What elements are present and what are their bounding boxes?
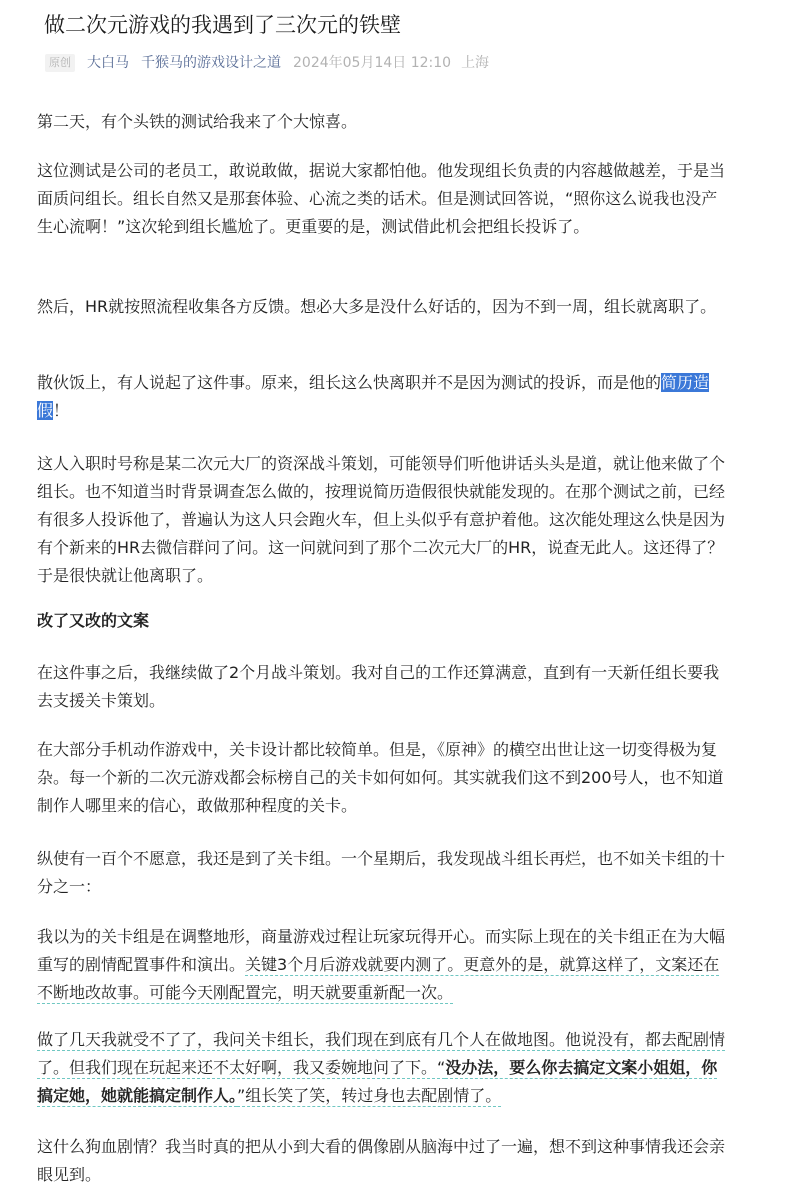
- paragraph-9-text: 我以为的关卡组是在调整地形，商量游戏过程让玩家玩得开心。而实际上现在的关卡组正在为大幅重写的剧情配置事件和演出。: [37, 927, 726, 974]
- underlined-text: 做了几天我就受不了了，我问关卡组长，我们现在到底有几个人在做地图。他说没有，都去配剧情了。但我们现在玩起来还不太好啊，我又委婉地问了下。“: [37, 1030, 726, 1077]
- publish-location: 上海: [461, 55, 490, 71]
- article-title: 做二次元游戏的我遇到了三次元的铁壁: [44, 13, 401, 37]
- paragraph-11: 这什么狗血剧情？我当时真的把从小到大看的偶像剧从脑海中过了一遍，想不到这种事情我还会亲眼见到。: [37, 1137, 726, 1184]
- paragraph-4: [37, 369, 727, 425]
- underlined-text: ”组长笑了笑，转过身也去配剧情了。: [237, 1086, 502, 1105]
- paragraph-6: 在这件事之后，我继续做了2个月战斗策划。我对自己的工作还算满意，直到有一天新任组长要我去支援关卡策划。: [37, 663, 720, 710]
- paragraph-2: 这位测试是公司的老员工，敢说敢做，据说大家都怕他。他发现组长负责的内容越做越差，于是当面质问组长。组长自然又是那套体验、心流之类的话术。但是测试回答说，“照你这么说我也没产生心流啊！”这次轮到组长尴尬了。更重要的是，测试借此机会把组长投诉了。: [37, 161, 726, 236]
- paragraph-4-end: ！: [53, 401, 70, 420]
- underlined-text: 关键3个月后游戏就要内测了。更意外的是，就算这样了，文案还在不断地改故事。可能今天刚配置完，明天就要重新配一次。: [37, 955, 720, 1002]
- author-link[interactable]: 大白马: [87, 55, 129, 71]
- selected-text-highlight[interactable]: 简历造假: [37, 373, 710, 420]
- paragraph-10: [37, 1026, 727, 1110]
- paragraph-3: 然后，HR就按照流程收集各方反馈。想必大多是没什么好话的，因为不到一周，组长就离职了。: [37, 297, 717, 316]
- paragraph-5: 这人入职时号称是某二次元大厂的资深战斗策划，可能领导们听他讲话头头是道，就让他来做了个组长。也不知道当时背景调查怎么做的，按理说简历造假很快就能发现的。在那个测试之前，已经有很多人投诉他了，普遍认为这人只会跑火车，但上头似乎有意护着他。这次能处理这么快是因为有个新来的HR去微信群问了问。这一问就问到了那个二次元大厂的HR，说查无此人。这还得了？于是很快就让他离职了。: [37, 454, 726, 585]
- article-meta: [45, 53, 489, 73]
- account-name-link[interactable]: 千猴马的游戏设计之道: [141, 55, 281, 71]
- paragraph-4-text: 散伙饭上，有人说起了这件事。原来，组长这么快离职并不是因为测试的投诉，而是他的: [37, 373, 662, 392]
- bold-quote: 没办法，要么你去搞定文案小姐姐，你搞定她，她就能搞定制作人。: [37, 1058, 718, 1105]
- paragraph-1: 第二天，有个头铁的测试给我来了个大惊喜。: [37, 112, 358, 131]
- section-heading: 改了又改的文案: [37, 611, 150, 630]
- original-badge: 原创: [45, 54, 75, 72]
- paragraph-7: 在大部分手机动作游戏中，关卡设计都比较简单。但是，《原神》的横空出世让这一切变得极为复杂。每一个新的二次元游戏都会标榜自己的关卡如何如何。其实就我们这不到200号人，也不知道制作人哪里来的信心，敢做那种程度的关卡。: [37, 740, 724, 815]
- paragraph-9: [37, 923, 727, 1007]
- publish-date: 2024年05月14日 12:10: [293, 55, 452, 71]
- paragraph-8: 纵使有一百个不愿意，我还是到了关卡组。一个星期后，我发现战斗组长再烂，也不如关卡组的十分之一：: [37, 849, 726, 896]
